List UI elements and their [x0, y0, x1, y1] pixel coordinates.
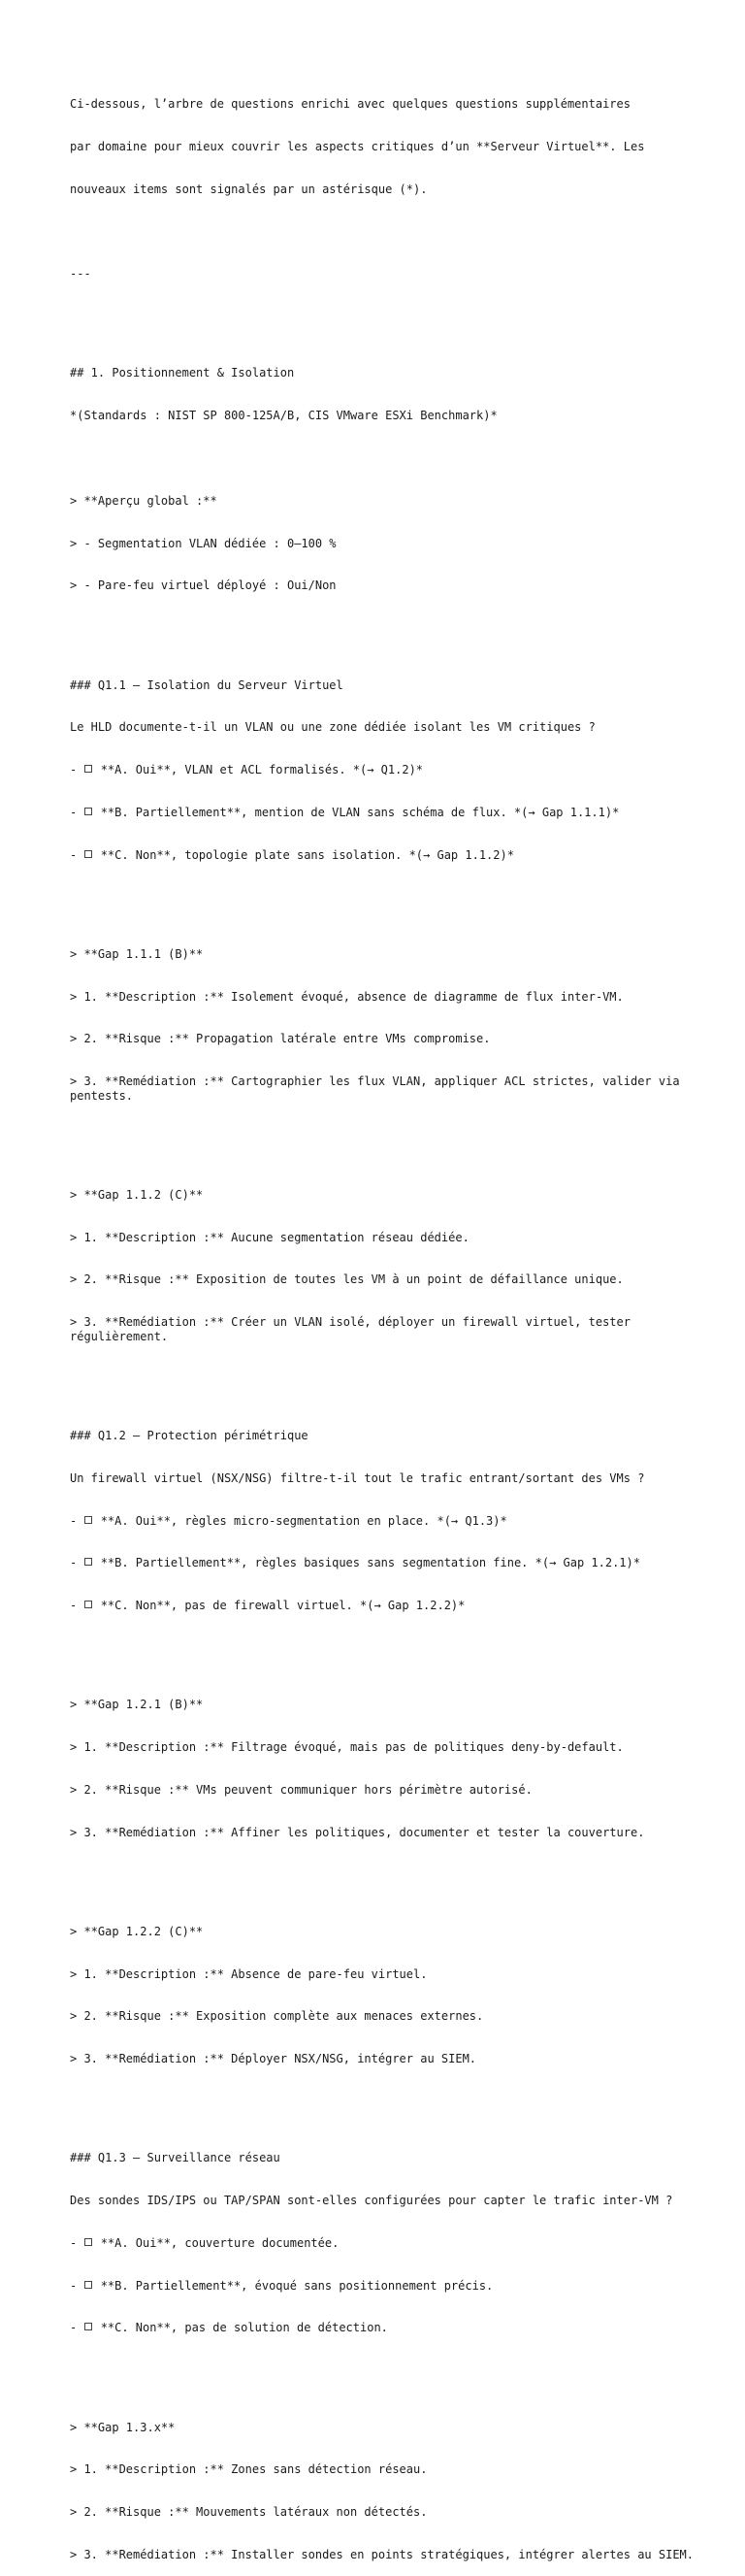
- question-text: Le HLD documente-t-il un VLAN ou une zone dédiée isolant les VM critiques ?: [70, 720, 596, 735]
- gap-item: > 1. **Description :** Zones sans détection réseau.: [70, 2462, 428, 2477]
- gap-title: > **Gap 1.3.x**: [70, 2420, 176, 2434]
- checkbox-icon: [84, 2323, 92, 2330]
- spacer: [70, 2095, 710, 2109]
- option-item: - **A. Oui**, règles micro-segmentation en place. *(→ Q1.3)*: [70, 1513, 507, 1528]
- checkbox-icon: [84, 1601, 92, 1608]
- option-label: **C. Non**, topologie plate sans isolation. *(→ Gap 1.1.2)*: [100, 847, 514, 862]
- option-label: **B. Partiellement**, mention de VLAN sans schéma de flux. *(→ Gap 1.1.1)*: [100, 805, 620, 819]
- spacer: [70, 1641, 710, 1656]
- gap-title: > **Gap 1.1.1 (B)**: [70, 946, 204, 961]
- spacer: [70, 451, 710, 466]
- spacer: [70, 1132, 710, 1146]
- gap-item: > 3. **Remédiation :** Installer sondes en points stratégiques, intégrer alertes au SIEM.: [70, 2547, 694, 2561]
- gap-item: > 3. **Remédiation :** Affiner les politiques, documenter et tester la couverture.: [70, 1825, 645, 1839]
- section-heading: ## 1. Positionnement & Isolation: [70, 366, 295, 380]
- intro-line-2: par domaine pour mieux couvrir les aspects critiques d’un **Serveur Virtuel**. Les: [70, 139, 645, 153]
- option-label: **A. Oui**, règles micro-segmentation en place. *(→ Q1.3)*: [100, 1513, 507, 1528]
- gap-item: > 1. **Description :** Filtrage évoqué, mais pas de politiques deny-by-default.: [70, 1740, 624, 1755]
- document-body: [70, 69, 710, 2576]
- gap-item: > 1. **Description :** Isolement évoqué, absence de diagramme de flux inter-VM.: [70, 989, 624, 1004]
- gap-item: > 2. **Risque :** VMs peuvent communiquer hors périmètre autorisé.: [70, 1782, 533, 1797]
- standards-line: *(Standards : NIST SP 800-125A/B, CIS VMware ESXi Benchmark)*: [70, 409, 498, 423]
- overview-item: > - Segmentation VLAN dédiée : 0–100 %: [70, 536, 337, 550]
- option-item: - **A. Oui**, couverture documentée.: [70, 2235, 340, 2250]
- option-label: **B. Partiellement**, évoqué sans positionnement précis.: [100, 2278, 494, 2293]
- overview-item: > - Pare-feu virtuel déployé : Oui/Non: [70, 578, 337, 593]
- gap-item: > 3. **Remédiation :** Créer un VLAN isolé, déployer un firewall virtuel, tester régulièrement.: [70, 1315, 638, 1343]
- option-item: - **B. Partiellement**, règles basiques sans segmentation fine. *(→ Gap 1.2.1)*: [70, 1556, 640, 1570]
- separator: ---: [70, 267, 91, 281]
- spacer: [70, 310, 710, 324]
- question-heading: ### Q1.1 – Isolation du Serveur Virtuel: [70, 677, 343, 692]
- gap-title: > **Gap 1.1.2 (C)**: [70, 1187, 204, 1202]
- spacer: [70, 621, 710, 636]
- gap-item: > 2. **Risque :** Exposition de toutes les VM à un point de défaillance unique.: [70, 1272, 624, 1287]
- intro-line-1: Ci-dessous, l’arbre de questions enrichi avec quelques questions supplémentaires: [70, 97, 631, 112]
- checkbox-icon: [84, 765, 92, 773]
- spacer: [70, 1867, 710, 1882]
- option-label: **C. Non**, pas de solution de détection.: [100, 2321, 388, 2335]
- gap-item: > 2. **Risque :** Propagation latérale entre VMs compromise.: [70, 1032, 491, 1046]
- option-item: - **C. Non**, topologie plate sans isolation. *(→ Gap 1.1.2)*: [70, 847, 514, 862]
- question-heading: ### Q1.2 – Protection périmétrique: [70, 1429, 308, 1442]
- spacer: [70, 890, 710, 905]
- gap-item: > 2. **Risque :** Mouvements latéraux non détectés.: [70, 2505, 428, 2520]
- option-item: - **B. Partiellement**, évoqué sans positionnement précis.: [70, 2278, 494, 2293]
- spacer: [70, 1372, 710, 1387]
- gap-item: > 1. **Description :** Aucune segmentation réseau dédiée.: [70, 1230, 470, 1244]
- overview-title: > **Aperçu global :**: [70, 493, 217, 508]
- checkbox-icon: [84, 850, 92, 858]
- spacer: [70, 2363, 710, 2378]
- question-text: Un firewall virtuel (NSX/NSG) filtre-t-il tout le trafic entrant/sortant des VMs ?: [70, 1470, 645, 1485]
- gap-item: > 3. **Remédiation :** Déployer NSX/NSG, intégrer au SIEM.: [70, 2052, 477, 2066]
- option-item: - **A. Oui**, VLAN et ACL formalisés. *(→ Q1.2)*: [70, 763, 424, 777]
- option-label: **A. Oui**, VLAN et ACL formalisés. *(→ Q1.2)*: [100, 763, 424, 777]
- gap-item: > 2. **Risque :** Exposition complète aux menaces externes.: [70, 2009, 484, 2024]
- checkbox-icon: [84, 1558, 92, 1566]
- option-item: - **C. Non**, pas de solution de détection.: [70, 2321, 388, 2335]
- intro-line-3: nouveaux items sont signalés par un astérisque (*).: [70, 182, 428, 196]
- checkbox-icon: [84, 1516, 92, 1524]
- spacer: [70, 225, 710, 240]
- question-heading: ### Q1.3 – Surveillance réseau: [70, 2151, 280, 2165]
- gap-title: > **Gap 1.2.1 (B)**: [70, 1698, 204, 1712]
- option-label: **B. Partiellement**, règles basiques sans segmentation fine. *(→ Gap 1.2.1)*: [100, 1556, 640, 1570]
- option-item: - **C. Non**, pas de firewall virtuel. *(→ Gap 1.2.2)*: [70, 1599, 466, 1613]
- gap-item: > 3. **Remédiation :** Cartographier les flux VLAN, appliquer ACL strictes, valider via pentests.: [70, 1074, 687, 1103]
- option-label: **A. Oui**, couverture documentée.: [100, 2235, 340, 2250]
- option-item: - **B. Partiellement**, mention de VLAN sans schéma de flux. *(→ Gap 1.1.1)*: [70, 805, 620, 819]
- option-label: **C. Non**, pas de firewall virtuel. *(→ Gap 1.2.2)*: [100, 1599, 466, 1613]
- gap-item: > 1. **Description :** Absence de pare-feu virtuel.: [70, 1966, 428, 1981]
- checkbox-icon: [84, 2281, 92, 2289]
- checkbox-icon: [84, 808, 92, 815]
- gap-title: > **Gap 1.2.2 (C)**: [70, 1924, 204, 1938]
- question-text: Des sondes IDS/IPS ou TAP/SPAN sont-elles configurées pour capter le trafic inter-VM ?: [70, 2194, 673, 2208]
- checkbox-icon: [84, 2238, 92, 2246]
